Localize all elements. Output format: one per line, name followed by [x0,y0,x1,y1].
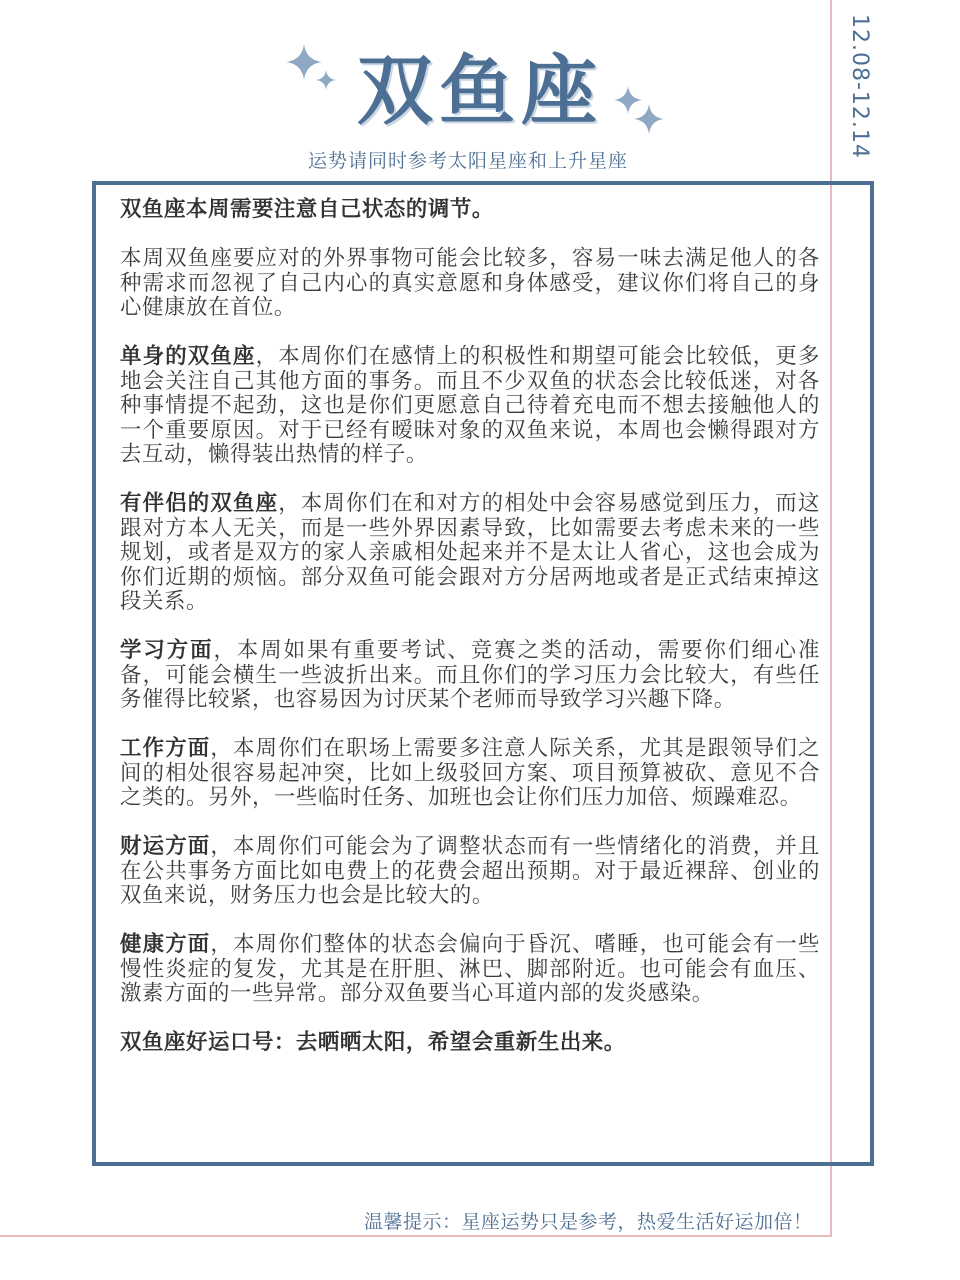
horoscope-content [120,198,820,1056]
section-text: ，本周你们在和对方的相处中会容易感觉到压力，而这跟对方本人无关，而是一些外界因素导致，比如需要去考虑未来的一些规划，或者是双方的家人亲戚相处起来并不是太让人省心，这也会成为你们近期的烦恼。部分双鱼可能会跟对方分居两地或者是正式结束掉这段关系。 [120,491,820,614]
section-work [120,737,820,811]
section-label: 健康方面 [120,932,211,957]
intro-heading: 双鱼座本周需要注意自己状态的调节。 [120,197,494,222]
section-label: 有伴侣的双鱼座 [120,491,279,516]
section-text: ，本周你们在职场上需要多注意人际关系，尤其是跟领导们之间的相处很容易起冲突，比如上级驳回方案、项目预算被砍、意见不合之类的。另外，一些临时任务、加班也会让你们压力加倍、烦躁难忍。 [120,736,820,810]
lucky-slogan: 双鱼座好运口号：去晒晒太阳，希望会重新生出来。 [120,1030,626,1055]
date-range: 12.08-12.14 [847,14,872,159]
intro-paragraph: 本周双鱼座要应对的外界事物可能会比较多，容易一味去满足他人的各种需求而忽视了自己内心的真实意愿和身体感受，建议你们将自己的身心健康放在首位。 [120,246,820,320]
pink-horizontal-line [0,1235,832,1237]
section-label: 财运方面 [120,834,211,859]
section-label: 单身的双鱼座 [120,344,256,369]
section-study [120,639,820,713]
section-text: ，本周你们整体的状态会偏向于昏沉、嗜睡，也可能会有一些慢性炎症的复发，尤其是在肝胆、淋巴、脚部附近。也可能会有血压、激素方面的一些异常。部分双鱼要当心耳道内部的发炎感染。 [120,932,820,1006]
section-text: ，本周你们可能会为了调整状态而有一些情绪化的消费，并且在公共事务方面比如电费上的花费会超出预期。对于最近裸辞、创业的双鱼来说，财务压力也会是比较大的。 [120,834,820,908]
page-title: 双鱼座 [357,46,603,135]
section-text: ，本周如果有重要考试、竞赛之类的活动，需要你们细心准备，可能会横生一些波折出来。而且你们的学习压力会比较大，有些任务催得比较紧，也容易因为讨厌某个老师而导致学习兴趣下降。 [120,638,821,712]
section-text: ，本周你们在感情上的积极性和期望可能会比较低，更多地会关注自己其他方面的事务。而且不少双鱼的状态会比较低迷，对各种事情提不起劲，这也是你们更愿意自己待着充电而不想去接触他人的一个重要原因。对于已经有暧昧对象的双鱼来说，本周也会懒得跟对方去互动，懒得装出热情的样子。 [120,344,820,467]
section-partnered [120,492,820,615]
section-wealth [120,835,820,909]
section-single [120,345,820,468]
section-label: 学习方面 [120,638,214,663]
footer-tip: 温馨提示：星座运势只是参考，热爱生活好运加倍！ [364,1211,813,1233]
section-label: 工作方面 [120,736,211,761]
section-health [120,933,820,1007]
page-subtitle: 运势请同时参考太阳星座和上升星座 [307,150,628,172]
